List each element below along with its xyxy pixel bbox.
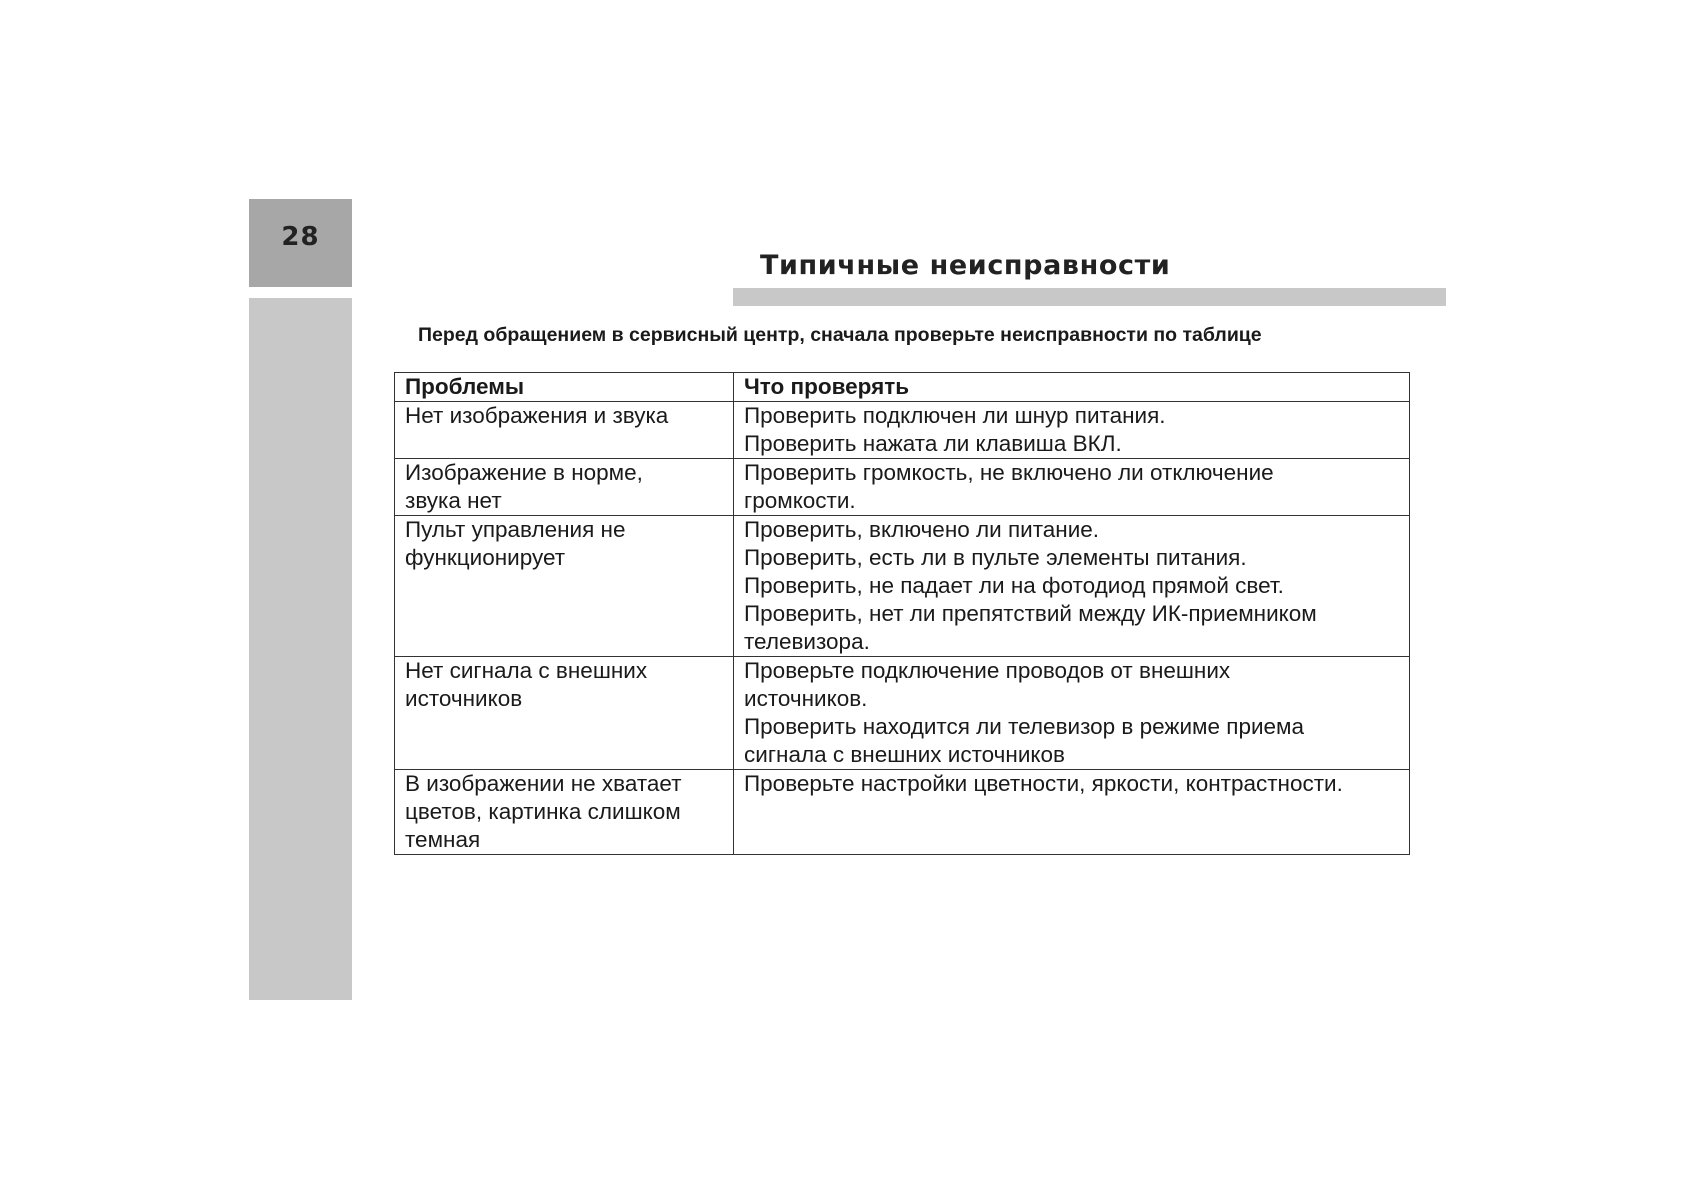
problem-line: темная <box>405 827 481 852</box>
table-row <box>395 402 1410 459</box>
check-cell <box>734 459 1410 516</box>
check-line: сигнала с внешних источников <box>744 742 1065 767</box>
problem-line: звука нет <box>405 488 502 513</box>
check-line: источников. <box>744 686 868 711</box>
check-line: Проверить громкость, не включено ли отключение <box>744 460 1274 485</box>
problem-line: цветов, картинка слишком <box>405 799 681 824</box>
problem-cell <box>395 770 734 855</box>
check-line: телевизора. <box>744 629 870 654</box>
header-problems: Проблемы <box>395 373 734 402</box>
check-line: Проверить, есть ли в пульте элементы питания. <box>744 545 1247 570</box>
problem-line: В изображении не хватает <box>405 771 682 796</box>
problem-line: Нет изображения и звука <box>405 403 669 428</box>
header-what-to-check: Что проверять <box>734 373 1410 402</box>
check-line: Проверить, включено ли питание. <box>744 517 1100 542</box>
check-line: Проверить подключен ли шнур питания. <box>744 403 1166 428</box>
problem-cell <box>395 657 734 770</box>
check-line: Проверьте подключение проводов от внешних <box>744 658 1231 683</box>
check-line: Проверить, нет ли препятствий между ИК-приемником <box>744 601 1317 626</box>
check-line: Проверить находится ли телевизор в режиме приема <box>744 714 1305 739</box>
check-line: громкости. <box>744 488 856 513</box>
side-decorative-strip <box>249 298 352 1000</box>
problem-cell <box>395 402 734 459</box>
page-number: 28 <box>281 222 320 252</box>
check-cell <box>734 657 1410 770</box>
table-row <box>395 657 1410 770</box>
check-line: Проверить, не падает ли на фотодиод прямой свет. <box>744 573 1284 598</box>
problem-line: Изображение в норме, <box>405 460 643 485</box>
table-header-row <box>395 373 1410 402</box>
problem-line: Нет сигнала с внешних <box>405 658 648 683</box>
check-line: Проверьте настройки цветности, яркости, контрастности. <box>744 771 1343 796</box>
page-number-tab <box>249 199 352 287</box>
problem-cell <box>395 459 734 516</box>
table-row <box>395 770 1410 855</box>
check-cell <box>734 402 1410 459</box>
check-cell <box>734 516 1410 657</box>
problem-line: функционирует <box>405 545 566 570</box>
table-row <box>395 459 1410 516</box>
table-row <box>395 516 1410 657</box>
problem-line: источников <box>405 686 523 711</box>
problem-cell <box>395 516 734 657</box>
page-title: Типичные неисправности <box>760 250 1171 281</box>
intro-text: Перед обращением в сервисный центр, сначала проверьте неисправности по таблице <box>418 324 1262 346</box>
check-line: Проверить нажата ли клавиша ВКЛ. <box>744 431 1122 456</box>
troubleshooting-table <box>394 372 1410 855</box>
check-cell <box>734 770 1410 855</box>
problem-line: Пульт управления не <box>405 517 626 542</box>
title-underline-bar <box>733 288 1446 306</box>
